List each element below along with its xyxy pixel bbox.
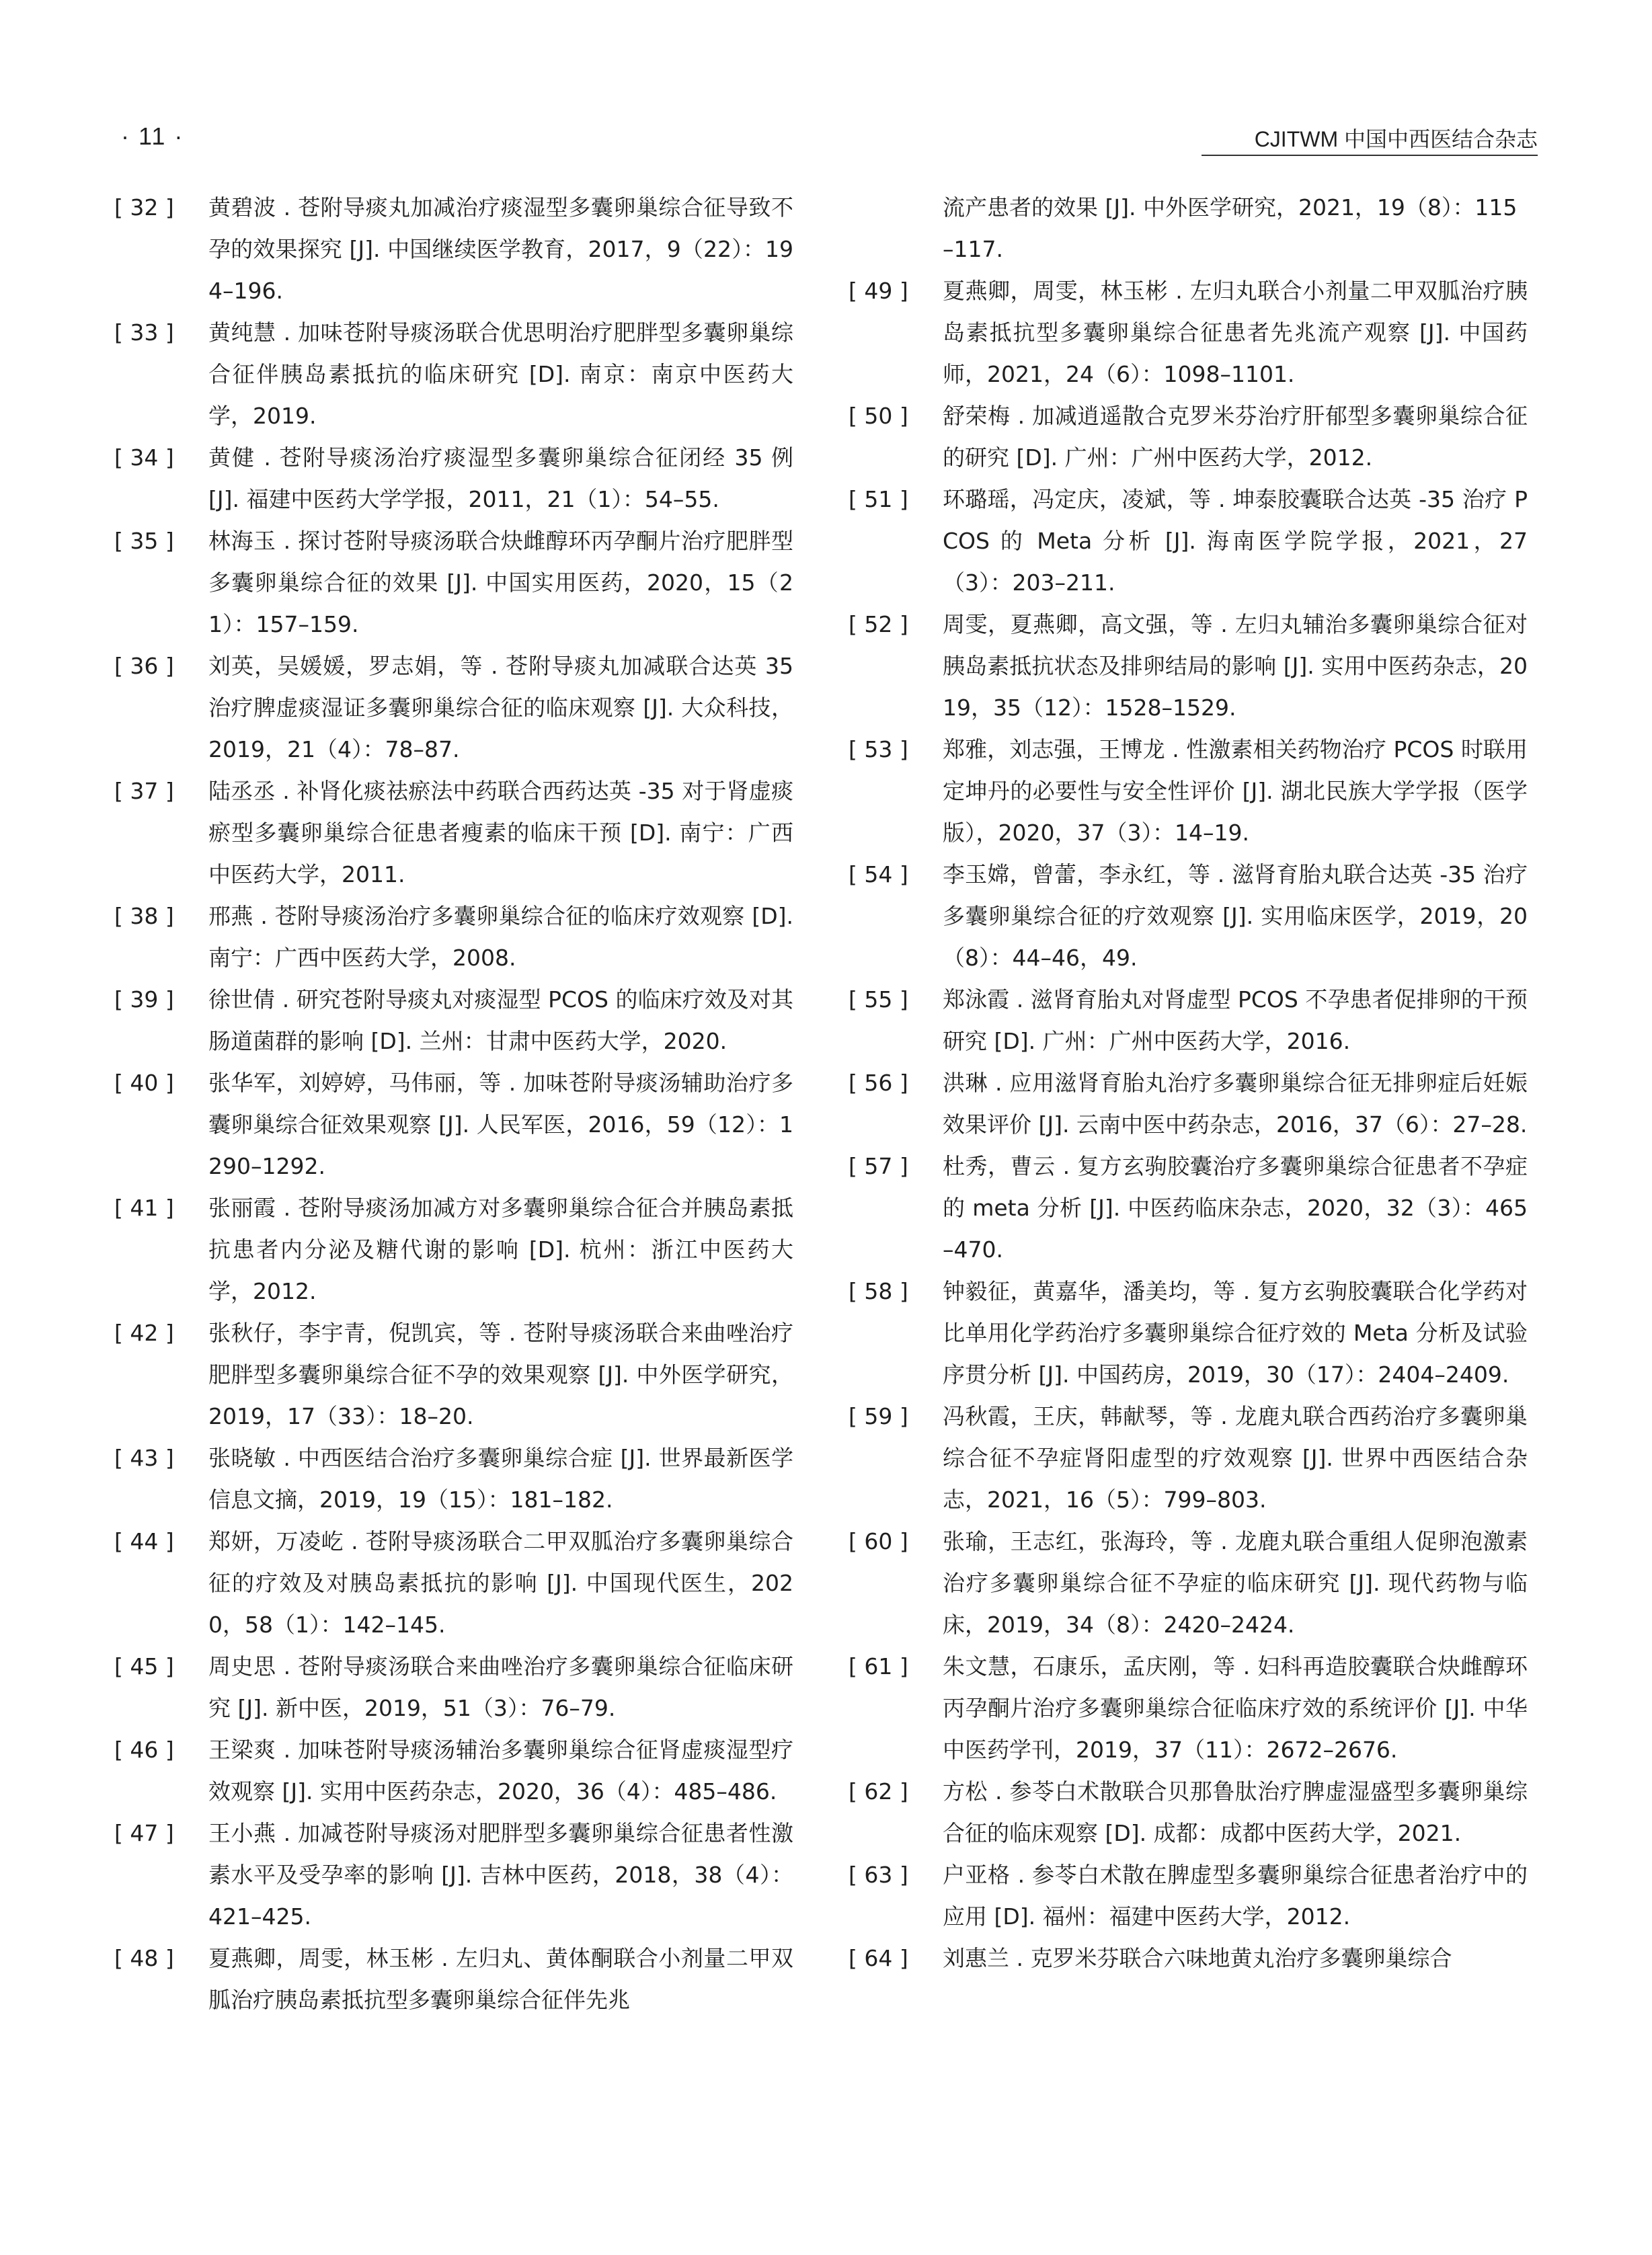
- reference-number: [ 52 ]: [849, 611, 908, 637]
- reference-text: 杜秀，曹云 . 复方玄驹胶囊治疗多囊卵巢综合征患者不孕症的 meta 分析 [J]. 中医药临床杂志，2020，32（3）：465–470.: [943, 1153, 1528, 1263]
- reference-number: [ 56 ]: [849, 1070, 908, 1096]
- reference-number: [ 58 ]: [849, 1278, 908, 1304]
- reference-item: [114, 1437, 793, 1521]
- reference-item: [849, 479, 1528, 604]
- reference-number: [ 53 ]: [849, 736, 908, 762]
- header-rule: [1202, 155, 1538, 156]
- reference-text: 郑泳霞 . 滋肾育胎丸对肾虚型 PCOS 不孕患者促排卵的干预研究 [D]. 广州：广州中医药大学，2016.: [943, 986, 1528, 1054]
- reference-item: [849, 1521, 1528, 1646]
- reference-number: [ 39 ]: [114, 986, 174, 1013]
- reference-text: 黄健 . 苍附导痰汤治疗痰湿型多囊卵巢综合征闭经 35 例 [J]. 福建中医药大学学报，2011，21（1）：54–55.: [208, 444, 793, 512]
- reference-text: 黄纯慧 . 加味苍附导痰汤联合优思明治疗肥胖型多囊卵巢综合征伴胰岛素抵抗的临床研究 [D]. 南京：南京中医药大学，2019.: [208, 319, 793, 429]
- reference-number: [ 35 ]: [114, 528, 174, 554]
- references-left-column: [114, 187, 793, 2021]
- reference-number: [ 41 ]: [114, 1195, 174, 1221]
- reference-number: [ 60 ]: [849, 1528, 908, 1554]
- reference-item: [849, 270, 1528, 395]
- reference-number: [ 57 ]: [849, 1153, 908, 1179]
- reference-number: [ 61 ]: [849, 1653, 908, 1679]
- reference-item: [849, 1146, 1528, 1271]
- reference-number: [ 51 ]: [849, 486, 908, 512]
- reference-item: [849, 729, 1528, 854]
- reference-text: 张秋仔，李宇青，倪凯宾，等 . 苍附导痰汤联合来曲唑治疗肥胖型多囊卵巢综合征不孕的效果观察 [J]. 中外医学研究，2019，17（33）：18–20.: [208, 1320, 793, 1429]
- reference-text: 方松 . 参苓白术散联合贝那鲁肽治疗脾虚湿盛型多囊卵巢综合征的临床观察 [D]. 成都：成都中医药大学，2021.: [943, 1778, 1528, 1846]
- reference-number: [ 49 ]: [849, 278, 908, 304]
- reference-item: [849, 1062, 1528, 1146]
- reference-item: [114, 645, 793, 770]
- reference-text: 洪琳 . 应用滋肾育胎丸治疗多囊卵巢综合征无排卵症后妊娠效果评价 [J]. 云南中医中药杂志，2016，37（6）：27–28.: [943, 1070, 1528, 1138]
- reference-item: [849, 1271, 1528, 1396]
- reference-number: [ 42 ]: [114, 1320, 174, 1346]
- reference-text: 冯秋霞，王庆，韩献琴，等 . 龙鹿丸联合西药治疗多囊卵巢综合征不孕症肾阳虚型的疗效观察 [J]. 世界中西医结合杂志，2021，16（5）：799–803.: [943, 1403, 1528, 1513]
- reference-number: [ 62 ]: [849, 1778, 908, 1805]
- reference-text: 李玉嫦，曾蕾，李永红，等 . 滋肾育胎丸联合达英 -35 治疗多囊卵巢综合征的疗效观察 [J]. 实用临床医学，2019，20（8）：44–46，49.: [943, 861, 1528, 971]
- reference-number: [ 36 ]: [114, 653, 174, 679]
- reference-number: [ 37 ]: [114, 778, 174, 804]
- reference-continuation: 流产患者的效果 [J]. 中外医学研究，2021，19（8）：115–117.: [943, 194, 1518, 262]
- reference-text: 张华军，刘婷婷，马伟丽，等 . 加味苍附导痰汤辅助治疗多囊卵巢综合征效果观察 [J]. 人民军医，2016，59（12）：1290–1292.: [208, 1070, 793, 1179]
- reference-text: 张瑜，王志红，张海玲，等 . 龙鹿丸联合重组人促卵泡激素治疗多囊卵巢综合征不孕症的临床研究 [J]. 现代药物与临床，2019，34（8）：2420–2424.: [943, 1528, 1528, 1638]
- reference-item: [849, 395, 1528, 479]
- reference-number: [ 54 ]: [849, 861, 908, 887]
- reference-number: [ 38 ]: [114, 903, 174, 929]
- reference-item: [114, 770, 793, 896]
- reference-item: [114, 979, 793, 1062]
- reference-text: 林海玉 . 探讨苍附导痰汤联合炔雌醇环丙孕酮片治疗肥胖型多囊卵巢综合征的效果 [J]. 中国实用医药，2020，15（21）：157–159.: [208, 528, 793, 637]
- reference-item: [114, 1646, 793, 1729]
- reference-item: [849, 1646, 1528, 1771]
- reference-text: 朱文慧，石康乐，孟庆刚，等 . 妇科再造胶囊联合炔雌醇环丙孕酮片治疗多囊卵巢综合征临床疗效的系统评价 [J]. 中华中医药学刊，2019，37（11）：2672–2676.: [943, 1653, 1528, 1763]
- reference-item: [849, 1938, 1528, 1979]
- reference-item: [849, 1854, 1528, 1938]
- reference-text: 陆丞丞 . 补肾化痰祛瘀法中药联合西药达英 -35 对于肾虚痰瘀型多囊卵巢综合征患者瘦素的临床干预 [D]. 南宁：广西中医药大学，2011.: [208, 778, 793, 887]
- reference-text: 郑妍，万凌屹 . 苍附导痰汤联合二甲双胍治疗多囊卵巢综合征的疗效及对胰岛素抵抗的影响 [J]. 中国现代医生，2020，58（1）：142–145.: [208, 1528, 793, 1638]
- reference-text: 周雯，夏燕卿，高文强，等 . 左归丸辅治多囊卵巢综合征对胰岛素抵抗状态及排卵结局的影响 [J]. 实用中医药杂志，2019，35（12）：1528–1529.: [943, 611, 1528, 721]
- reference-item: [114, 520, 793, 645]
- reference-item: [849, 604, 1528, 729]
- reference-item: [114, 1312, 793, 1437]
- reference-number: [ 43 ]: [114, 1445, 174, 1471]
- reference-item: [114, 1062, 793, 1187]
- reference-number: [ 47 ]: [114, 1820, 174, 1846]
- reference-text: 环璐瑶，冯定庆，凌斌，等 . 坤泰胶囊联合达英 -35 治疗 PCOS 的 Meta 分析 [J]. 海南医学院学报，2021，27（3）：203–211.: [943, 486, 1528, 596]
- reference-item: [849, 854, 1528, 979]
- reference-item: [114, 896, 793, 979]
- reference-number: [ 40 ]: [114, 1070, 174, 1096]
- reference-text: 黄碧波 . 苍附导痰丸加减治疗痰湿型多囊卵巢综合征导致不孕的效果探究 [J]. 中国继续医学教育，2017，9（22）：194–196.: [208, 194, 793, 304]
- reference-item: [114, 437, 793, 520]
- reference-text: 刘英，吴媛媛，罗志娟，等 . 苍附导痰丸加减联合达英 35 治疗脾虚痰湿证多囊卵巢综合征的临床观察 [J]. 大众科技，2019，21（4）：78–87.: [208, 653, 793, 762]
- reference-item: [114, 1938, 793, 2021]
- journal-title: CJITWM 中国中西医结合杂志: [1254, 127, 1538, 151]
- reference-number: [ 59 ]: [849, 1403, 908, 1429]
- reference-number: [ 50 ]: [849, 403, 908, 429]
- page-header: [114, 118, 1538, 159]
- reference-text: 张丽霞 . 苍附导痰汤加减方对多囊卵巢综合征合并胰岛素抵抗患者内分泌及糖代谢的影响 [D]. 杭州：浙江中医药大学，2012.: [208, 1195, 793, 1304]
- reference-item: [114, 1729, 793, 1813]
- reference-item: [114, 1521, 793, 1646]
- reference-text: 舒荣梅 . 加减逍遥散合克罗米芬治疗肝郁型多囊卵巢综合征的研究 [D]. 广州：广州中医药大学，2012.: [943, 403, 1528, 471]
- reference-text: 徐世倩 . 研究苍附导痰丸对痰湿型 PCOS 的临床疗效及对其肠道菌群的影响 [D]. 兰州：甘肃中医药大学，2020.: [208, 986, 793, 1054]
- reference-text: 王梁爽 . 加味苍附导痰汤辅治多囊卵巢综合征肾虚痰湿型疗效观察 [J]. 实用中医药杂志，2020，36（4）：485–486.: [208, 1737, 793, 1805]
- reference-item: [114, 187, 793, 312]
- reference-text: 夏燕卿，周雯，林玉彬 . 左归丸联合小剂量二甲双胍治疗胰岛素抵抗型多囊卵巢综合征患者先兆流产观察 [J]. 中国药师，2021，24（6）：1098–1101.: [943, 278, 1528, 387]
- reference-item: [114, 1187, 793, 1312]
- reference-number: [ 45 ]: [114, 1653, 174, 1679]
- reference-text: 郑雅，刘志强，王博龙 . 性激素相关药物治疗 PCOS 时联用定坤丹的必要性与安全性评价 [J]. 湖北民族大学学报（医学版），2020，37（3）：14–19.: [943, 736, 1528, 846]
- reference-item: [114, 312, 793, 437]
- reference-number: [ 32 ]: [114, 194, 174, 221]
- reference-text: 王小燕 . 加减苍附导痰汤对肥胖型多囊卵巢综合征患者性激素水平及受孕率的影响 [J]. 吉林中医药，2018，38（4）：421–425.: [208, 1820, 793, 1930]
- reference-number: [ 64 ]: [849, 1945, 908, 1971]
- reference-text: 钟毅征，黄嘉华，潘美均，等 . 复方玄驹胶囊联合化学药对比单用化学药治疗多囊卵巢综合征疗效的 Meta 分析及试验序贯分析 [J]. 中国药房，2019，30（17）：2404–2409.: [943, 1278, 1528, 1388]
- reference-text: 张晓敏 . 中西医结合治疗多囊卵巢综合症 [J]. 世界最新医学信息文摘，2019，19（15）：181–182.: [208, 1445, 793, 1513]
- reference-number: [ 44 ]: [114, 1528, 174, 1554]
- reference-text: 邢燕 . 苍附导痰汤治疗多囊卵巢综合征的临床疗效观察 [D]. 南宁：广西中医药大学，2008.: [208, 903, 793, 971]
- page-number: · 11 ·: [121, 122, 184, 150]
- reference-item: [849, 979, 1528, 1062]
- reference-number: [ 48 ]: [114, 1945, 174, 1971]
- reference-item: [849, 1771, 1528, 1854]
- reference-item: [114, 1813, 793, 1938]
- reference-text: 刘惠兰 . 克罗米芬联合六味地黄丸治疗多囊卵巢综合: [943, 1945, 1452, 1971]
- reference-number: [ 46 ]: [114, 1737, 174, 1763]
- reference-number: [ 63 ]: [849, 1862, 908, 1888]
- reference-text: 周史思 . 苍附导痰汤联合来曲唑治疗多囊卵巢综合征临床研究 [J]. 新中医，2019，51（3）：76–79.: [208, 1653, 793, 1721]
- reference-text: 户亚格 . 参苓白术散在脾虚型多囊卵巢综合征患者治疗中的应用 [D]. 福州：福建中医药大学，2012.: [943, 1862, 1528, 1930]
- reference-item: [849, 1396, 1528, 1521]
- reference-number: [ 55 ]: [849, 986, 908, 1013]
- reference-number: [ 33 ]: [114, 319, 174, 346]
- reference-text: 夏燕卿，周雯，林玉彬 . 左归丸、黄体酮联合小剂量二甲双胍治疗胰岛素抵抗型多囊卵巢综合征伴先兆: [208, 1945, 793, 2013]
- reference-number: [ 34 ]: [114, 444, 174, 471]
- references-right-column: [849, 187, 1528, 1979]
